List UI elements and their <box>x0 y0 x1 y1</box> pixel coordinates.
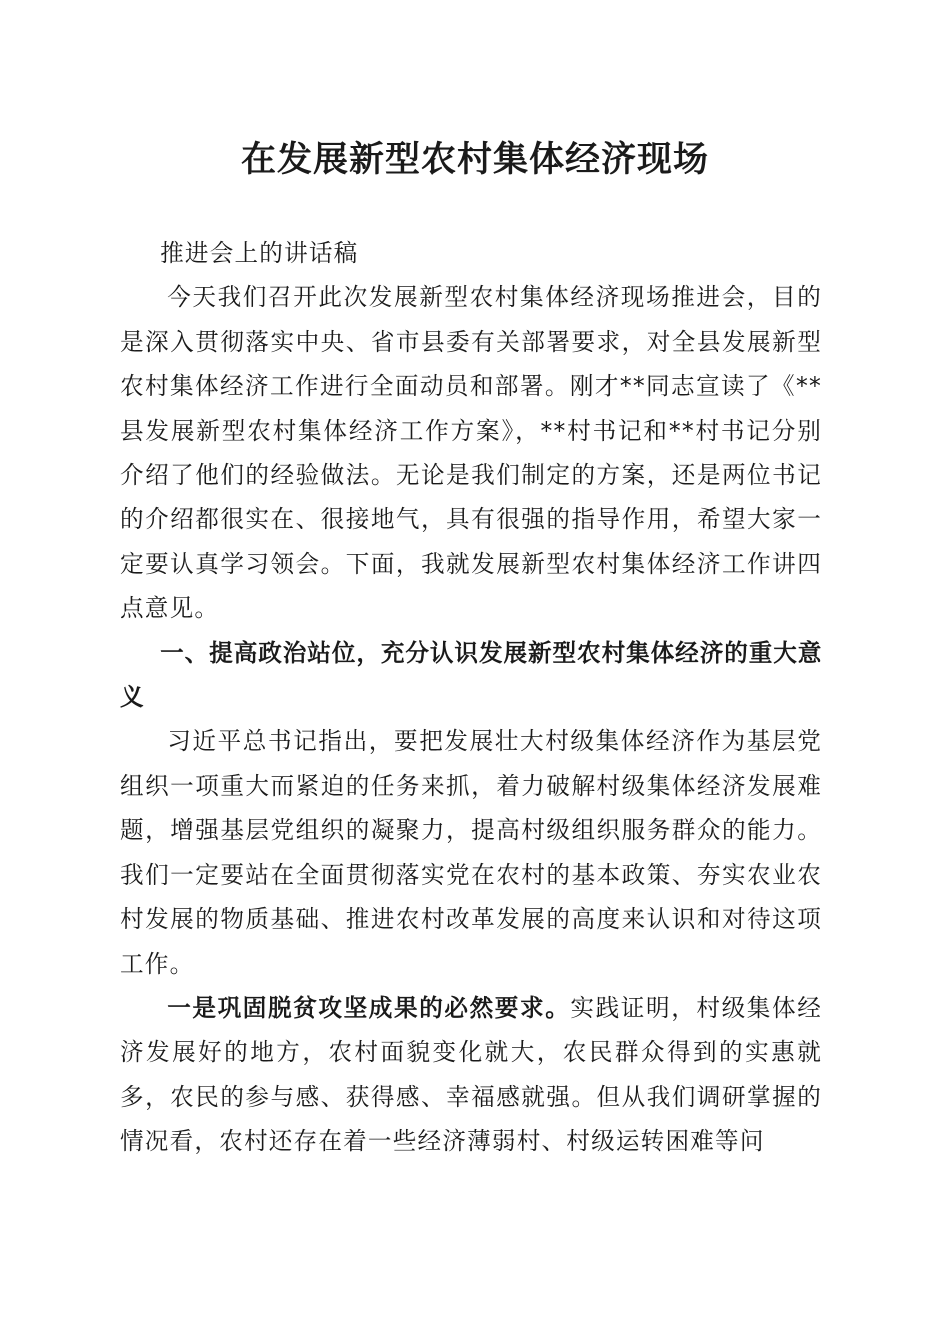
document-body <box>120 231 822 1164</box>
section-1-paragraph: 习近平总书记指出，要把发展壮大村级集体经济作为基层党组织一项重大而紧迫的任务来抓，着力破解村级集体经济发展难题，增强基层党组织的凝聚力，提高村级组织服务群众的能力。我们一定要站在全面贯彻落实党在农村的基本政策、夯实农业农村发展的物质基础、推进农村改革发展的高度来认识和对待这项工作。 <box>120 727 822 978</box>
document-title: 在发展新型农村集体经济现场 <box>240 139 709 180</box>
point-1-paragraph <box>120 986 822 1164</box>
section-1-heading: 一、提高政治站位，充分认识发展新型农村集体经济的重大意义 <box>120 638 822 712</box>
point-1-lead: 一是巩固脱贫攻坚成果的必然要求。 <box>167 993 571 1022</box>
document-subtitle: 推进会上的讲话稿 <box>160 239 359 267</box>
intro-paragraph: 今天我们召开此次发展新型农村集体经济现场推进会，目的是深入贯彻落实中央、省市县委有关部署要求，对全县发展新型农村集体经济工作进行全面动员和部署。刚才**同志宣读了《**县发展新型农村集体经济工作方案》，**村书记和**村书记分别介绍了他们的经验做法。无论是我们制定的方案，还是两位书记的介绍都很实在、很接地气，具有很强的指导作用，希望大家一定要认真学习领会。下面，我就发展新型农村集体经济工作讲四点意见。 <box>120 283 822 623</box>
point-1-text: 实践证明，村级集体经济发展好的地方，农村面貌变化就大，农民群众得到的实惠就多，农民的参与感、获得感、幸福感就强。但从我们调研掌握的情况看，农村还存在着一些经济薄弱村、村级运转困难等问 <box>120 993 823 1156</box>
